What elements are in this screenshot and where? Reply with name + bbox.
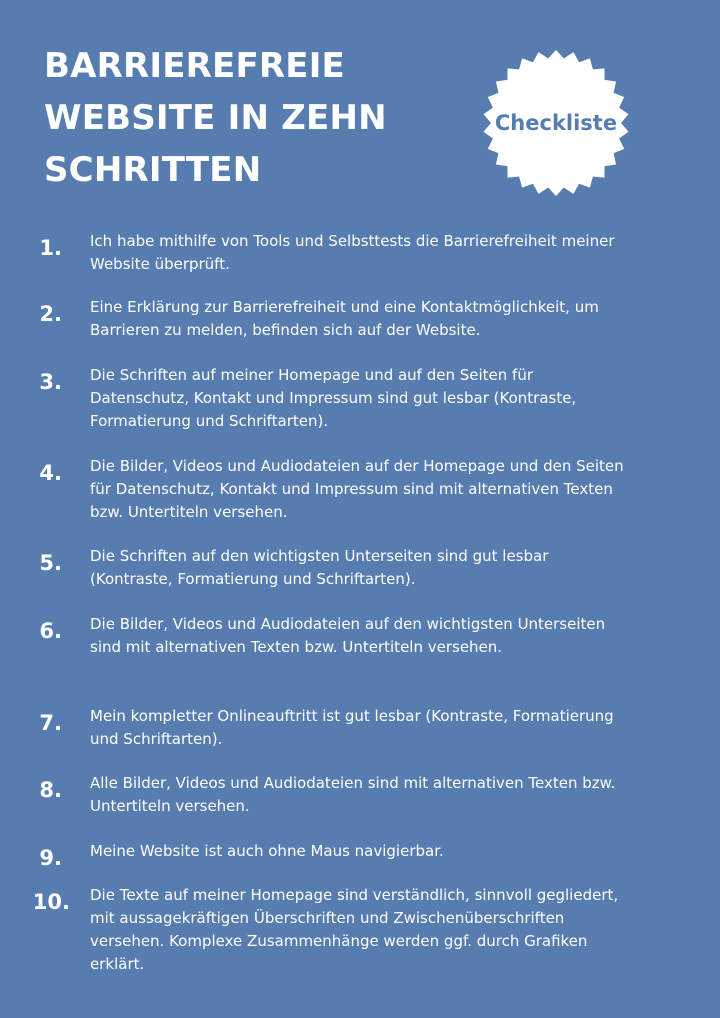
item-text: Alle Bilder, Videos und Audiodateien sind mit alternativen Texten bzw. Untertiteln versehen. [90, 774, 616, 815]
badge-label: Checkliste [494, 111, 618, 135]
item-text: Die Schriften auf meiner Homepage und auf den Seiten für Datenschutz, Kontakt und Impressum sind gut lesbar (Kontraste, Formatierung und Schriftarten). [90, 366, 577, 430]
title-line: BARRIEREFREIE [44, 46, 345, 86]
item-text: Die Texte auf meiner Homepage sind verständlich, sinnvoll gegliedert, mit aussagekräftigen Überschriften und Zwischenüberschriften versehen. Komplexe Zusammenhänge werden ggf. durch Grafiken erklärt. [90, 886, 619, 973]
checklist-badge [481, 48, 631, 198]
item-text: Meine Website ist auch ohne Maus navigierbar. [90, 842, 444, 860]
page-title [44, 40, 454, 196]
item-text: Die Schriften auf den wichtigsten Unterseiten sind gut lesbar (Kontraste, Formatierung und Schriftarten). [90, 547, 549, 588]
item-number: 8. [39, 778, 62, 802]
item-text: Ich habe mithilfe von Tools und Selbsttests die Barrierefreiheit meiner Website überprüft. [90, 232, 615, 273]
item-text: Die Bilder, Videos und Audiodateien auf der Homepage und den Seiten für Datenschutz, Kontakt und Impressum sind mit alternativen Texten bzw. Untertiteln versehen. [90, 457, 624, 521]
item-text: Eine Erklärung zur Barrierefreiheit und eine Kontaktmöglichkeit, um Barrieren zu melden, befinden sich auf der Website. [90, 298, 599, 339]
item-number: 10. [32, 890, 70, 914]
item-number: 2. [39, 302, 62, 326]
item-number: 1. [39, 236, 62, 260]
item-number: 7. [39, 711, 62, 735]
item-text: Mein kompletter Onlineauftritt ist gut lesbar (Kontraste, Formatierung und Schriftarten). [90, 707, 614, 748]
item-number: 5. [39, 551, 62, 575]
item-number: 4. [39, 461, 62, 485]
title-line: WEBSITE IN ZEHN [44, 98, 387, 138]
item-number: 3. [39, 370, 62, 394]
item-number: 9. [39, 846, 62, 870]
item-text: Die Bilder, Videos und Audiodateien auf den wichtigsten Unterseiten sind mit alternativen Texten bzw. Untertiteln versehen. [90, 615, 606, 656]
title-line: SCHRITTEN [44, 150, 262, 190]
item-number: 6. [39, 619, 62, 643]
